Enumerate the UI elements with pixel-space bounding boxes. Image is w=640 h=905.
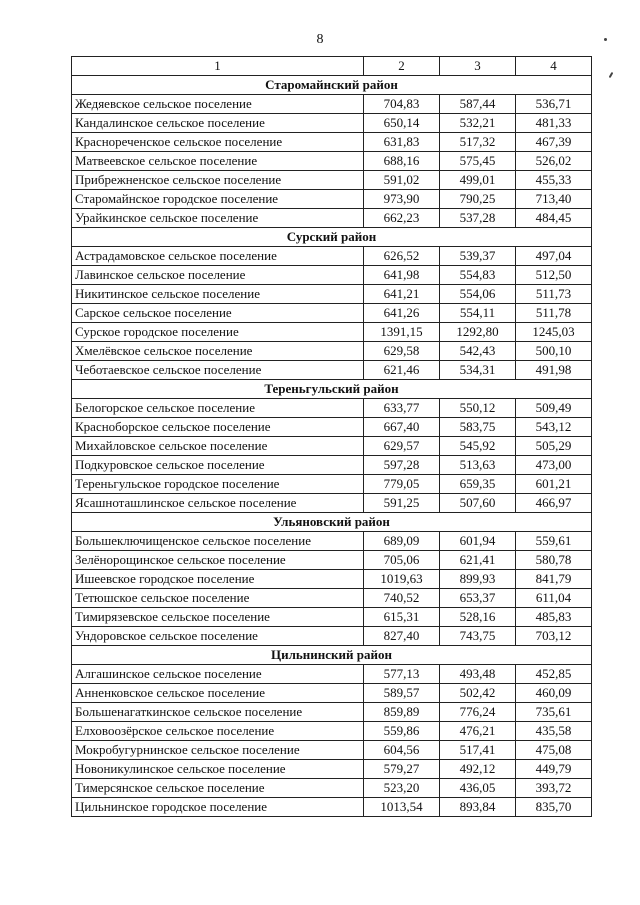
settlement-name: Кандалинское сельское поселение (72, 114, 364, 133)
value-col-4: 500,10 (516, 342, 592, 361)
value-col-2: 591,25 (364, 494, 440, 513)
table-row (72, 114, 592, 133)
value-col-2: 615,31 (364, 608, 440, 627)
value-col-3: 436,05 (440, 779, 516, 798)
settlement-name: Хмелёвское сельское поселение (72, 342, 364, 361)
table-row (72, 95, 592, 114)
value-col-2: 629,57 (364, 437, 440, 456)
value-col-4: 536,71 (516, 95, 592, 114)
value-col-3: 583,75 (440, 418, 516, 437)
settlement-name: Елховоозёрское сельское поселение (72, 722, 364, 741)
value-col-2: 1391,15 (364, 323, 440, 342)
settlement-name: Тимирязевское сельское поселение (72, 608, 364, 627)
value-col-2: 662,23 (364, 209, 440, 228)
value-col-3: 575,45 (440, 152, 516, 171)
value-col-3: 534,31 (440, 361, 516, 380)
value-col-2: 688,16 (364, 152, 440, 171)
value-col-4: 473,00 (516, 456, 592, 475)
table-row (72, 760, 592, 779)
settlement-name: Цильнинское городское поселение (72, 798, 364, 817)
page-number: 8 (316, 32, 324, 47)
scan-speck (604, 38, 607, 41)
settlement-name: Жедяевское сельское поселение (72, 95, 364, 114)
settlement-name: Подкуровское сельское поселение (72, 456, 364, 475)
settlement-name: Красноборское сельское поселение (72, 418, 364, 437)
settlement-name: Астрадамовское сельское поселение (72, 247, 364, 266)
value-col-4: 491,98 (516, 361, 592, 380)
value-col-2: 1019,63 (364, 570, 440, 589)
value-col-2: 523,20 (364, 779, 440, 798)
settlement-name: Сарское сельское поселение (72, 304, 364, 323)
value-col-3: 539,37 (440, 247, 516, 266)
value-col-2: 689,09 (364, 532, 440, 551)
table-row (72, 456, 592, 475)
value-col-4: 435,58 (516, 722, 592, 741)
value-col-4: 393,72 (516, 779, 592, 798)
value-col-2: 667,40 (364, 418, 440, 437)
value-col-3: 545,92 (440, 437, 516, 456)
value-col-2: 704,83 (364, 95, 440, 114)
settlement-name: Ишеевское городское поселение (72, 570, 364, 589)
value-col-2: 740,52 (364, 589, 440, 608)
settlement-name: Краснореченское сельское поселение (72, 133, 364, 152)
table-row (72, 532, 592, 551)
value-col-3: 507,60 (440, 494, 516, 513)
value-col-2: 859,89 (364, 703, 440, 722)
settlement-name: Ундоровское сельское поселение (72, 627, 364, 646)
table-row (72, 741, 592, 760)
value-col-3: 653,37 (440, 589, 516, 608)
table-row (72, 399, 592, 418)
value-col-3: 554,83 (440, 266, 516, 285)
value-col-4: 484,45 (516, 209, 592, 228)
settlement-name: Большеключищенское сельское поселение (72, 532, 364, 551)
value-col-4: 511,78 (516, 304, 592, 323)
value-col-4: 511,73 (516, 285, 592, 304)
value-col-4: 455,33 (516, 171, 592, 190)
value-col-3: 776,24 (440, 703, 516, 722)
value-col-4: 601,21 (516, 475, 592, 494)
settlement-name: Тереньгульское городское поселение (72, 475, 364, 494)
value-col-3: 554,11 (440, 304, 516, 323)
table-body (72, 57, 592, 817)
value-col-2: 641,21 (364, 285, 440, 304)
value-col-4: 735,61 (516, 703, 592, 722)
settlement-name: Белогорское сельское поселение (72, 399, 364, 418)
value-col-2: 650,14 (364, 114, 440, 133)
value-col-3: 537,28 (440, 209, 516, 228)
table-row (72, 209, 592, 228)
value-col-3: 893,84 (440, 798, 516, 817)
value-col-2: 633,77 (364, 399, 440, 418)
value-col-2: 779,05 (364, 475, 440, 494)
table-row (72, 703, 592, 722)
value-col-3: 513,63 (440, 456, 516, 475)
value-col-3: 528,16 (440, 608, 516, 627)
table-row (72, 190, 592, 209)
value-col-4: 475,08 (516, 741, 592, 760)
value-col-4: 841,79 (516, 570, 592, 589)
table-row (72, 133, 592, 152)
value-col-4: 543,12 (516, 418, 592, 437)
column-header-2: 2 (364, 57, 440, 76)
table-row (72, 323, 592, 342)
value-col-2: 973,90 (364, 190, 440, 209)
table-row (72, 494, 592, 513)
settlement-name: Урайкинское сельское поселение (72, 209, 364, 228)
value-col-3: 621,41 (440, 551, 516, 570)
value-col-4: 512,50 (516, 266, 592, 285)
value-col-2: 591,02 (364, 171, 440, 190)
table-row (72, 304, 592, 323)
table-row (72, 589, 592, 608)
table-row (72, 247, 592, 266)
value-col-2: 1013,54 (364, 798, 440, 817)
settlement-name: Лавинское сельское поселение (72, 266, 364, 285)
value-col-4: 460,09 (516, 684, 592, 703)
value-col-2: 597,28 (364, 456, 440, 475)
table-row (72, 418, 592, 437)
settlement-name: Анненковское сельское поселение (72, 684, 364, 703)
value-col-3: 493,48 (440, 665, 516, 684)
settlement-name: Михайловское сельское поселение (72, 437, 364, 456)
value-col-2: 577,13 (364, 665, 440, 684)
value-col-3: 659,35 (440, 475, 516, 494)
value-col-4: 485,83 (516, 608, 592, 627)
value-col-3: 542,43 (440, 342, 516, 361)
table-row (72, 798, 592, 817)
value-col-3: 1292,80 (440, 323, 516, 342)
value-col-3: 502,42 (440, 684, 516, 703)
value-col-4: 1245,03 (516, 323, 592, 342)
settlement-name: Тетюшское сельское поселение (72, 589, 364, 608)
value-col-3: 517,41 (440, 741, 516, 760)
value-col-4: 526,02 (516, 152, 592, 171)
region-header-row (72, 646, 592, 665)
region-name: Цильнинский район (72, 646, 592, 665)
value-col-2: 641,98 (364, 266, 440, 285)
value-col-2: 631,83 (364, 133, 440, 152)
table-row (72, 722, 592, 741)
value-col-4: 466,97 (516, 494, 592, 513)
value-col-4: 467,39 (516, 133, 592, 152)
table-header-row (72, 57, 592, 76)
scan-mark (609, 72, 614, 78)
settlement-name: Ясашноташлинское сельское поселение (72, 494, 364, 513)
value-col-3: 499,01 (440, 171, 516, 190)
value-col-3: 517,32 (440, 133, 516, 152)
value-col-2: 641,26 (364, 304, 440, 323)
settlement-name: Алгашинское сельское поселение (72, 665, 364, 684)
table-row (72, 437, 592, 456)
value-col-4: 703,12 (516, 627, 592, 646)
value-col-4: 449,79 (516, 760, 592, 779)
value-col-4: 497,04 (516, 247, 592, 266)
column-header-1: 1 (72, 57, 364, 76)
value-col-3: 899,93 (440, 570, 516, 589)
table-row (72, 266, 592, 285)
table-row (72, 475, 592, 494)
table-row (72, 570, 592, 589)
settlement-name: Прибрежненское сельское поселение (72, 171, 364, 190)
settlement-name: Сурское городское поселение (72, 323, 364, 342)
settlement-name: Матвеевское сельское поселение (72, 152, 364, 171)
table-row (72, 779, 592, 798)
table-row (72, 665, 592, 684)
settlement-name: Большенагаткинское сельское поселение (72, 703, 364, 722)
column-header-4: 4 (516, 57, 592, 76)
value-col-4: 509,49 (516, 399, 592, 418)
value-col-3: 790,25 (440, 190, 516, 209)
value-col-2: 629,58 (364, 342, 440, 361)
value-col-4: 481,33 (516, 114, 592, 133)
region-name: Старомайнский район (72, 76, 592, 95)
value-col-4: 505,29 (516, 437, 592, 456)
value-col-4: 580,78 (516, 551, 592, 570)
value-col-4: 559,61 (516, 532, 592, 551)
value-col-2: 589,57 (364, 684, 440, 703)
settlement-name: Мокробугурнинское сельское поселение (72, 741, 364, 760)
settlement-name: Тимерсянское сельское поселение (72, 779, 364, 798)
value-col-4: 452,85 (516, 665, 592, 684)
region-name: Тереньгульский район (72, 380, 592, 399)
value-col-2: 705,06 (364, 551, 440, 570)
table-row (72, 608, 592, 627)
region-header-row (72, 228, 592, 247)
column-header-3: 3 (440, 57, 516, 76)
value-col-2: 579,27 (364, 760, 440, 779)
value-col-2: 604,56 (364, 741, 440, 760)
settlement-name: Чеботаевское сельское поселение (72, 361, 364, 380)
settlement-name: Зелёнорощинское сельское поселение (72, 551, 364, 570)
value-col-3: 492,12 (440, 760, 516, 779)
region-name: Ульяновский район (72, 513, 592, 532)
value-col-2: 621,46 (364, 361, 440, 380)
value-col-3: 532,21 (440, 114, 516, 133)
value-col-3: 554,06 (440, 285, 516, 304)
value-col-4: 713,40 (516, 190, 592, 209)
value-col-2: 559,86 (364, 722, 440, 741)
region-header-row (72, 513, 592, 532)
settlement-name: Новоникулинское сельское поселение (72, 760, 364, 779)
value-col-3: 476,21 (440, 722, 516, 741)
settlement-name: Никитинское сельское поселение (72, 285, 364, 304)
settlement-name: Старомайнское городское поселение (72, 190, 364, 209)
table-row (72, 684, 592, 703)
region-name: Сурский район (72, 228, 592, 247)
table-row (72, 361, 592, 380)
table-row (72, 342, 592, 361)
value-col-2: 827,40 (364, 627, 440, 646)
table-row (72, 285, 592, 304)
settlements-table (71, 56, 592, 817)
value-col-3: 587,44 (440, 95, 516, 114)
region-header-row (72, 380, 592, 399)
value-col-4: 835,70 (516, 798, 592, 817)
region-header-row (72, 76, 592, 95)
table-row (72, 551, 592, 570)
table-row (72, 152, 592, 171)
value-col-3: 601,94 (440, 532, 516, 551)
table-row (72, 627, 592, 646)
table-row (72, 171, 592, 190)
value-col-3: 743,75 (440, 627, 516, 646)
value-col-3: 550,12 (440, 399, 516, 418)
value-col-2: 626,52 (364, 247, 440, 266)
value-col-4: 611,04 (516, 589, 592, 608)
